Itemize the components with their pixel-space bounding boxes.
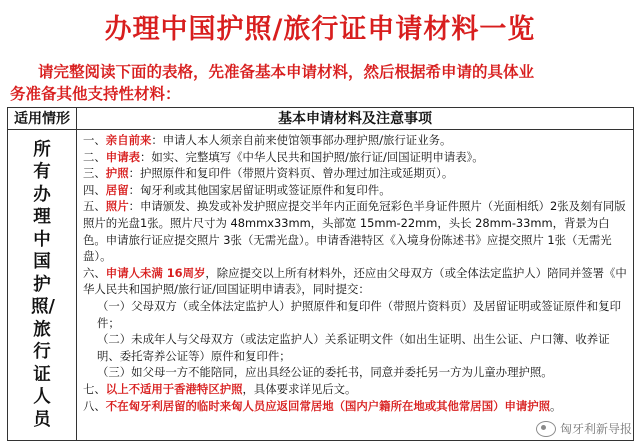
header-applies: 适用情形	[8, 108, 77, 130]
item-label: 照片	[105, 199, 129, 214]
list-subitem	[83, 298, 628, 331]
intro-text	[10, 61, 634, 105]
subitem-text: （一）父母双方（或全体法定监护人）护照原件和复印件（带照片资料页）及居留证明或签证原件和复印件；	[97, 298, 621, 330]
item-label: 申请人未满 16周岁	[105, 265, 206, 280]
materials-list	[83, 132, 628, 414]
item-text: 。	[550, 398, 562, 413]
materials-table	[7, 107, 634, 441]
item-label: 护照	[105, 166, 129, 181]
item-label: 申请表	[105, 149, 140, 164]
item-text: ：申请颁发、换发或补发护照应提交半年内正面免冠彩色半身证件照片（光面相纸）2张及刻有同版照片的光盘1张。照片尺寸为 48mmx33mm，头部宽 15mm-22mm，头长 28mm-33mm，背景为白色。申请旅行证应提交照片 3张（无需光盘）。申请香港特区《入境身份陈述书》应提交照片 1张（无需光盘）。	[83, 199, 626, 264]
applies-to-text: 所有办理中国护照/旅行证人员	[31, 139, 55, 430]
applies-to-cell	[8, 130, 77, 441]
subitem-text: （二）未成年人与父母双方（或法定监护人）关系证明文件（如出生证明、出生公证、户口簿、收养证明、委托寄养公证等）原件和复印件；	[97, 332, 610, 363]
item-num: 五、	[83, 199, 106, 214]
item-num: 八、	[83, 398, 106, 413]
item-label: 亲自前来	[105, 133, 152, 147]
list-subitem	[83, 364, 628, 381]
item-text: ，具体要求详见后文。	[242, 381, 357, 396]
list-item	[83, 381, 628, 398]
item-num: 一、	[83, 133, 106, 147]
list-item	[83, 165, 628, 182]
item-label: 以上不适用于香港特区护照	[105, 381, 243, 396]
header-materials: 基本申请材料及注意事项	[77, 108, 634, 130]
list-item	[83, 132, 628, 149]
intro-line-1: 请完整阅读下面的表格，先准备基本申请材料，然后根据希申请的具体业	[38, 63, 535, 81]
wechat-logo-icon	[536, 421, 556, 437]
list-subitem	[83, 331, 628, 364]
item-num: 四、	[83, 182, 106, 197]
intro-line-2: 务准备其他支持性材料：	[10, 85, 181, 103]
subitem-text: （三）如父母一方不能陪同，应出具经公证的委托书，同意并委托另一方为儿童办理护照。	[97, 365, 553, 380]
item-label: 不在匈牙利居留的临时来匈人员应返回常居地（国内户籍所在地或其他常居国）申请护照	[105, 398, 551, 413]
materials-cell	[77, 130, 634, 441]
item-text: ：如实、完整填写《中华人民共和国护照/旅行证/回国证明申请表》。	[139, 149, 484, 164]
list-item	[83, 149, 628, 166]
item-text: ，除应提交以上所有材料外，还应由父母双方（或全体法定监护人）陪同并签署《中华人民共和国护照/旅行证/回国证明申请表》，同时提交：	[83, 265, 627, 297]
list-item	[83, 182, 628, 199]
item-text: ：匈牙利或其他国家居留证明或签证原件和复印件。	[128, 182, 391, 197]
list-item	[83, 198, 628, 264]
item-num: 三、	[83, 166, 106, 181]
page-title: 办理中国护照/旅行证申请材料一览	[104, 14, 536, 45]
watermark	[536, 420, 632, 437]
watermark-text: 匈牙利新导报	[559, 422, 632, 436]
item-label: 居留	[105, 182, 129, 197]
item-num: 七、	[83, 381, 106, 396]
item-num: 六、	[83, 265, 106, 280]
item-num: 二、	[83, 149, 106, 164]
list-item	[83, 265, 628, 298]
item-text: ：申请人本人须亲自前来使馆领事部办理护照/旅行证业务。	[151, 133, 452, 147]
list-item	[83, 398, 628, 415]
item-text: ：护照原件和复印件（带照片资料页、曾办理过加注或延期页）。	[128, 166, 454, 181]
